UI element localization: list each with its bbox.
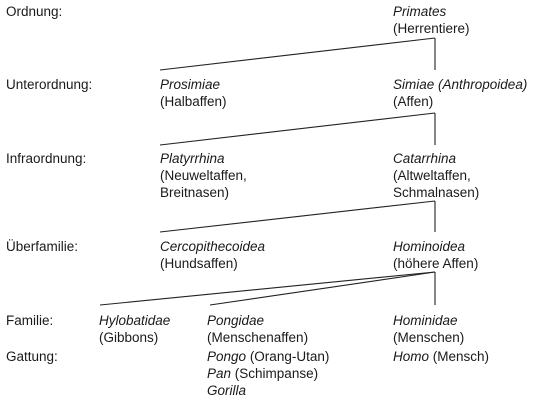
genus-homo xyxy=(393,348,489,365)
edge-hominoidea-pongidae xyxy=(210,272,435,305)
taxon-catarrhina-common1: (Altweltaffen, xyxy=(393,168,471,183)
taxon-prosimiae-common: (Halbaffen) xyxy=(160,94,227,109)
genus-homo-common: (Mensch) xyxy=(432,349,490,364)
genus-pan-name: Pan xyxy=(207,366,232,381)
edge-simiae-platyrrhina xyxy=(160,113,435,145)
taxon-simiae-common: (Affen) xyxy=(393,94,434,109)
taxon-hylobatidae-name: Hylobatidae xyxy=(99,313,171,328)
taxon-cercopithecoidea-common: (Hundsaffen) xyxy=(160,256,238,271)
genus-pongo-name: Pongo xyxy=(207,349,247,364)
genus-pan-common: (Schimpanse) xyxy=(234,366,319,381)
edge-hominoidea-hylobatidae xyxy=(100,272,435,305)
taxon-cercopithecoidea-name: Cercopithecoidea xyxy=(160,239,266,254)
genus-pan xyxy=(207,365,318,382)
rank-ueberfamilie: Überfamilie: xyxy=(6,239,79,254)
genus-gorilla-name: Gorilla xyxy=(207,383,247,398)
rank-gattung: Gattung: xyxy=(6,349,58,364)
taxon-pongidae-common: (Menschenaffen) xyxy=(207,330,309,345)
taxon-platyrrhina-name: Platyrrhina xyxy=(160,151,225,166)
taxon-primates-name: Primates xyxy=(393,4,447,19)
rank-familie: Familie: xyxy=(6,313,54,328)
rank-unterordnung: Unterordnung: xyxy=(6,77,93,92)
taxon-simiae-name: Simiae (Anthropoidea) xyxy=(393,77,528,92)
genus-pongo xyxy=(207,348,329,365)
taxon-prosimiae-name: Prosimiae xyxy=(160,77,221,92)
taxon-hominoidea-common: (höhere Affen) xyxy=(393,256,479,271)
taxon-hominidae-name: Hominidae xyxy=(393,313,458,328)
rank-infraordnung: Infraordnung: xyxy=(6,151,87,166)
edge-catarrhina-cercopithecoidea xyxy=(160,201,435,232)
taxon-catarrhina-name: Catarrhina xyxy=(393,151,457,166)
taxon-hylobatidae-common: (Gibbons) xyxy=(99,330,159,345)
edge-primates-prosimiae xyxy=(160,38,435,70)
rank-ordnung: Ordnung: xyxy=(6,4,63,19)
taxon-platyrrhina-common2: Breitnasen) xyxy=(160,185,230,200)
taxon-hominidae-common: (Menschen) xyxy=(393,330,465,345)
taxon-platyrrhina-common1: (Neuweltaffen, xyxy=(160,168,247,183)
genus-homo-name: Homo xyxy=(393,349,430,364)
taxon-primates-common: (Herrentiere) xyxy=(393,21,470,36)
genus-pongo-common: (Orang-Utan) xyxy=(249,349,330,364)
taxon-catarrhina-common2: Schmalnasen) xyxy=(393,185,480,200)
taxon-hominoidea-name: Hominoidea xyxy=(393,239,466,254)
taxon-pongidae-name: Pongidae xyxy=(207,313,265,328)
